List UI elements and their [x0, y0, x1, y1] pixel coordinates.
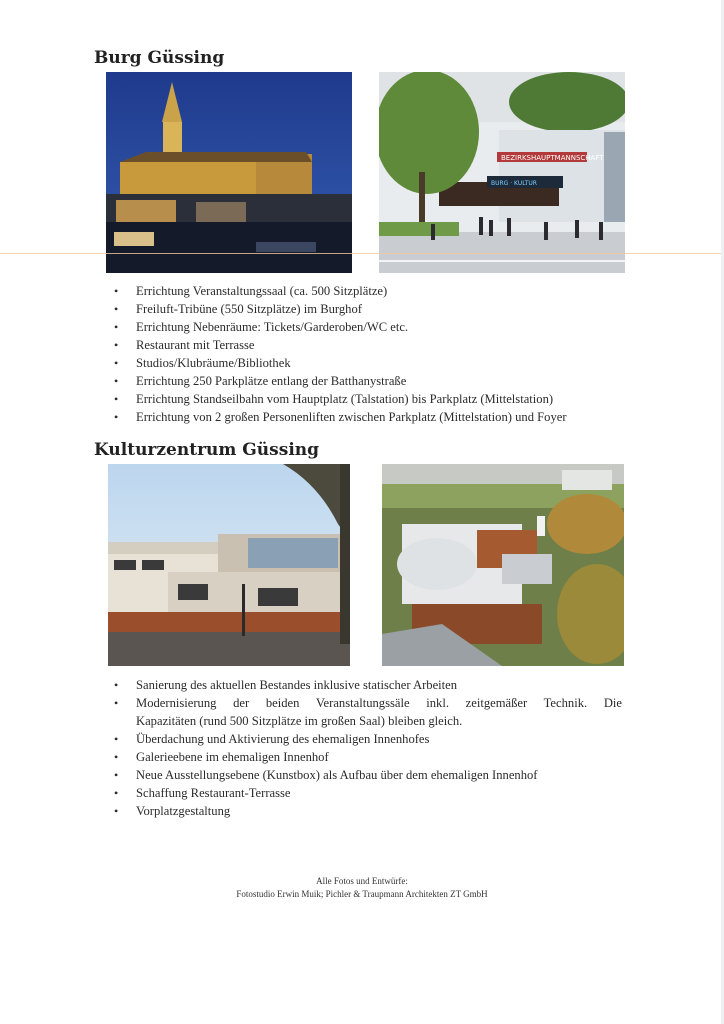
list-item-continuation: Kapazitäten (rund 500 Sitzplätze im großen Saal) bleiben gleich.: [136, 714, 463, 728]
list-item: • Sanierung des aktuellen Bestandes inklusive statischer Arbeiten: [112, 676, 622, 694]
photo-display-text: BURG · KULTUR: [491, 180, 537, 187]
list-item: • Errichtung von 2 großen Personenliften zwischen Parkplatz (Mittelstation) und Foyer: [112, 408, 567, 426]
section-heading-kulturzentrum: Kulturzentrum Güssing: [94, 440, 320, 460]
list-item: • Überdachung und Aktivierung des ehemaligen Innenhofes: [112, 730, 622, 748]
photo-burg-rendering: [379, 72, 625, 273]
section-heading-burg: Burg Güssing: [94, 48, 225, 68]
list-item: • Neue Ausstellungsebene (Kunstbox) als Aufbau über dem ehemaligen Innenhof: [112, 766, 622, 784]
photo-burg-night: [106, 72, 352, 273]
photo-kulturzentrum-aerial: [382, 464, 624, 666]
list-item: • Errichtung 250 Parkplätze entlang der Batthanystraße: [112, 372, 567, 390]
list-item: • Errichtung Veranstaltungssaal (ca. 500 Sitzplätze): [112, 282, 567, 300]
list-item: • Studios/Klubräume/Bibliothek: [112, 354, 567, 372]
scan-line: [0, 253, 724, 254]
burg-bullet-list: [112, 282, 567, 426]
list-item: • Galerieebene im ehemaligen Innenhof: [112, 748, 622, 766]
list-item: • Errichtung Standseilbahn vom Hauptplatz (Talstation) bis Parkplatz (Mittelstation): [112, 390, 567, 408]
list-item: • Errichtung Nebenräume: Tickets/Garderoben/WC etc.: [112, 318, 567, 336]
list-item: [112, 694, 622, 730]
list-item: • Restaurant mit Terrasse: [112, 336, 567, 354]
photo-sign-text: BEZIRKSHAUPTMANNSCHAFT: [501, 154, 604, 162]
photo-kulturzentrum-street: [108, 464, 350, 666]
list-item: • Vorplatzgestaltung: [112, 802, 622, 820]
credits-line-2: Fotostudio Erwin Muik; Pichler & Traupmann Architekten ZT GmbH: [236, 889, 488, 899]
kulturzentrum-bullet-list: [112, 676, 622, 820]
credits-line-1: Alle Fotos und Entwürfe:: [316, 876, 408, 886]
list-item: • Schaffung Restaurant-Terrasse: [112, 784, 622, 802]
list-item-line: • Modernisierung der beiden Veranstaltungssäle inkl. zeitgemäßer Technik. Die: [136, 696, 622, 710]
list-item: • Freiluft-Tribüne (550 Sitzplätze) im Burghof: [112, 300, 567, 318]
